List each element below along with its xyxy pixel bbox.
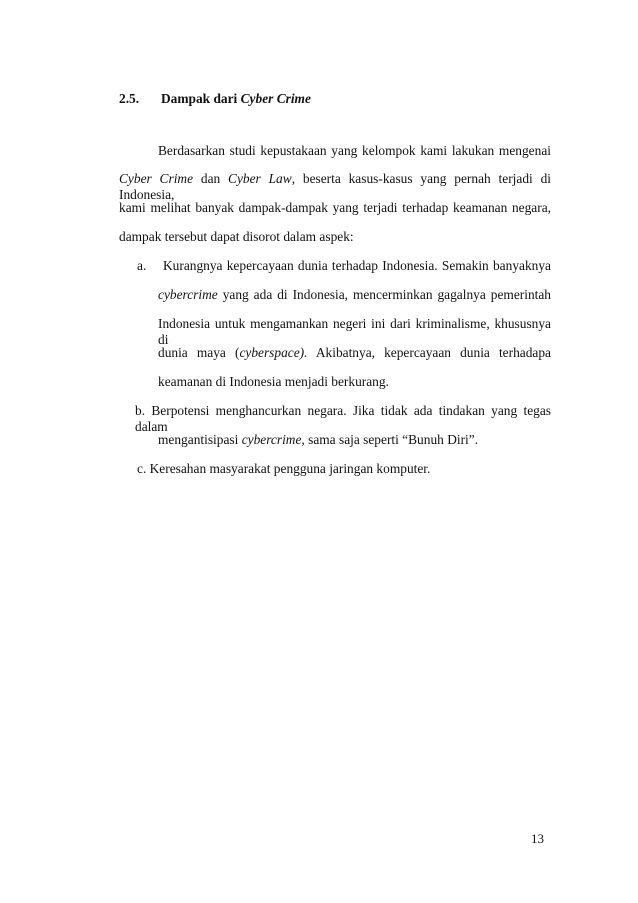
page-number: 13 (531, 831, 544, 846)
section-heading (119, 91, 311, 107)
item-a-line-3: Indonesia untuk mengamankan negeri ini dari kriminalisme, khususnya di (158, 316, 551, 347)
item-b-term-cybercrime: cybercrime (241, 432, 302, 447)
section-title-italic: Cyber Crime (240, 91, 311, 106)
section-title-prefix: Dampak dari (161, 91, 241, 106)
intro-line-4: dampak tersebut dapat disorot dalam aspek: (119, 229, 354, 244)
intro-line-2: Cyber Crime dan Cyber Law, beserta kasus-kasus yang pernah terjadi di Indonesia, (119, 171, 551, 202)
intro-line-1: Berdasarkan studi kepustakaan yang kelompok kami lakukan mengenai (158, 143, 551, 158)
item-a-line-4: dunia maya (cyberspace). Akibatnya, kepercayaan dunia terhadapa (158, 345, 552, 360)
section-number: 2.5. (119, 91, 140, 106)
intro-line-3: kami melihat banyak dampak-dampak yang terjadi terhadap keamanan negara, (119, 200, 551, 215)
item-a-line-1: Kurangnya kepercayaan dunia terhadap Indonesia. Semakin banyaknya (163, 258, 551, 273)
item-c-line-1: c. Keresahan masyarakat pengguna jaringan komputer. (137, 461, 431, 476)
item-a-marker: a. (137, 258, 147, 273)
item-b-line-2: mengantisipasi cybercrime, sama saja seperti “Bunuh Diri”. (158, 432, 479, 447)
item-a-line-5: keamanan di Indonesia menjadi berkurang. (158, 374, 389, 389)
item-a-term-cybercrime: cybercrime (158, 287, 218, 302)
item-b-line-1: b. Berpotensi menghancurkan negara. Jika tidak ada tindakan yang tegas dalam (135, 403, 551, 434)
intro-term-cyber-crime: Cyber Crime (119, 171, 194, 186)
item-a-term-cyberspace: cyberspace). (239, 345, 308, 360)
item-a-line-2: cybercrime yang ada di Indonesia, mencerminkan gagalnya pemerintah (158, 287, 551, 302)
intro-term-cyber-law: Cyber Law (228, 171, 292, 186)
